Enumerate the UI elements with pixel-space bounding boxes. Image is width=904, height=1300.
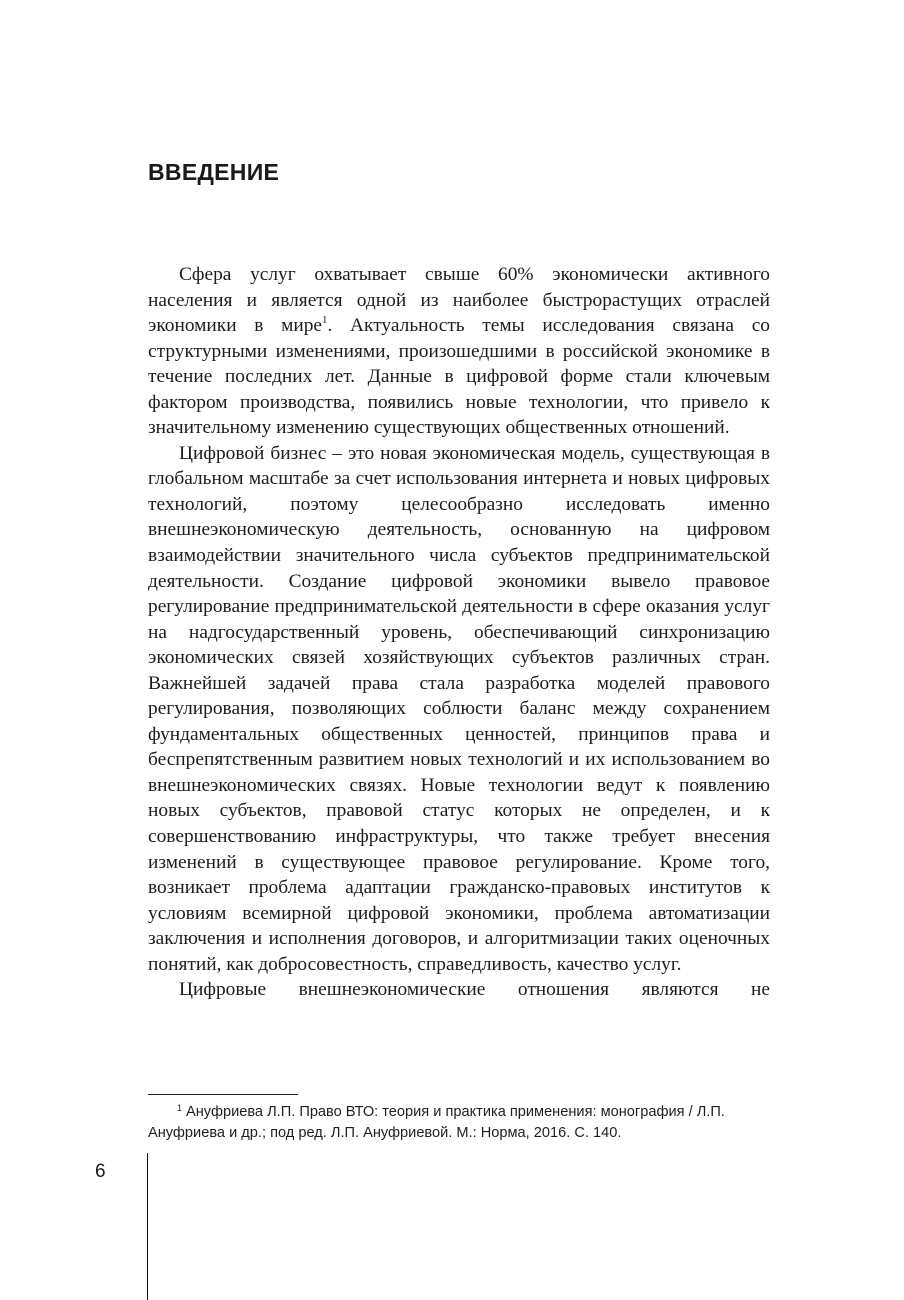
paragraph-3: Цифровые внешнеэкономические отношения являются не (179, 979, 770, 1001)
chapter-heading: ВВЕДЕНИЕ (148, 159, 280, 185)
footnote (148, 1102, 772, 1144)
footnote-separator (148, 1094, 298, 1095)
page-number: 6 (95, 1161, 106, 1182)
body-text (148, 262, 770, 1003)
footnote-reference[interactable]: 1 (322, 314, 328, 327)
paragraph-1-text-start: Сфера услуг охватывает свыше 60% экономически активного населения и является одной из наиболее быстрорастущих отраслей экономики в мире (148, 264, 770, 337)
footnote-text: Ануфриева Л.П. Право ВТО: теория и практика применения: монография / Л.П. Ануфриева и др.; под ред. Л.П. Ануфриевой. М.: Норма, 2016. С. 140. (148, 1104, 725, 1141)
paragraph-2: Цифровой бизнес – это новая экономическая модель, существующая в глобальном масштабе за счет использования интернета и новых цифровых технологий, поэтому целесообразно исследовать именно внешнеэкономическую деятельность, основанную на цифровом взаимодействии значительного числа субъектов предпринимательской деятельности. Создание цифровой экономики вывело правовое регулирование предпринимательской деятельности в сфере оказания услуг на надгосударственный уровень, обеспечивающий синхронизацию экономических связей хозяйствующих субъектов различных стран. Важнейшей задачей права стала разработка моделей правового регулирования, позволяющих соблюсти баланс между сохранением фундаментальных общественных ценностей, принципов права и беспрепятственным развитием новых технологий и их использованием во внешнеэкономических связях. Новые технологии ведут к появлению новых субъектов, правовой статус которых не определен, и к совершенствованию инфраструктуры, что также требует внесения изменений в существующее правовое регулирование. Кроме того, возникает проблема адаптации гражданско-правовых институтов к условиям всемирной цифровой экономики, проблема автоматизации заключения и исполнения договоров, и алгоритмизации таких оценочных понятий, как добросовестность, справедливость, качество услуг. (148, 442, 770, 975)
paragraph-1 (148, 262, 770, 441)
paragraph-1-text-end: . Актуальность темы исследования связана со структурными изменениями, произошедшими в российской экономике в течение последних лет. Данные в цифровой форме стали ключевым фактором производства, появились новые технологии, что привело к значительному изменению существующих общественных отношений. (148, 315, 770, 439)
footnote-marker: 1 (177, 1103, 183, 1113)
margin-rule (147, 1153, 148, 1300)
